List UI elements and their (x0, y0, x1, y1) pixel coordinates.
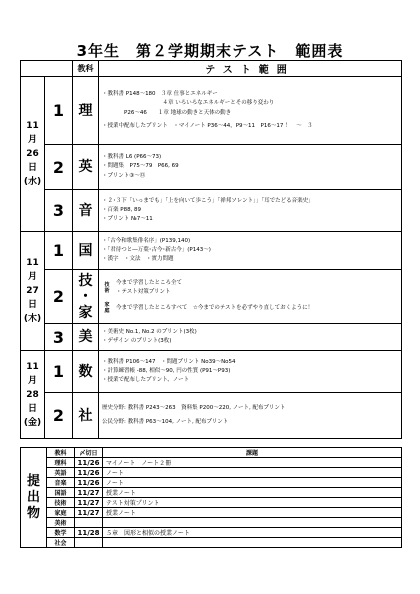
exam-range-table (20, 60, 402, 439)
exam-row (21, 324, 402, 351)
range-cell (99, 270, 402, 324)
range-cell: ・教科書 P148～180 ３章 仕事とエネルギー ４章 いろいろなエネルギーとその移り変わり P26～46 １章 地球の動きと天体の動き ・授業中配布したプリント ・マイノート P36～44，P9～11 P16～17 ！ ～ ３ (99, 77, 402, 145)
submission-row: 美術 (21, 518, 402, 528)
exam-row (21, 270, 402, 324)
header-range: テスト範囲 (99, 61, 402, 77)
date-cell (21, 351, 45, 439)
exam-row (21, 393, 402, 439)
period-number: 1 (45, 351, 73, 393)
submission-row: 英語 11/26 ノート (21, 468, 402, 478)
period-number: 2 (45, 270, 73, 324)
subject-name: 社 (73, 393, 99, 439)
date-day-num: 27 (26, 286, 39, 296)
date-day-num: 26 (26, 149, 39, 159)
date-month-num: 11 (26, 361, 39, 372)
submission-header-subject: 教科 (47, 448, 75, 458)
date-weekday: (木) (23, 314, 42, 324)
submission-header-date: 〆切日 (75, 448, 103, 458)
range-cell: ・教科書 P106～147 ・問題プリント No39～No54 ・計算練習帳 -88, 相似～90, 円の性質 (P91～P93) ・授業で配布したプリント、ノート (99, 351, 402, 393)
exam-row (21, 190, 402, 232)
subject-name: 技 ・ 家 (73, 270, 99, 324)
submission-row: 国語 11/27 授業ノート (21, 488, 402, 498)
date-day-char: 日 (27, 163, 37, 173)
submission-row: 技術 11/27 テスト対策プリント (21, 498, 402, 508)
range-cell: ・美術史 No.1, No.2 のプリント(3枚) ・デザイン のプリント(3枚) (99, 324, 402, 351)
submission-table (20, 447, 402, 548)
range-cell: ・「古今和歌集俳名序」(P139,140) ・「君待つと―万葉･古今･新古今」(P143～) ・漢字 ・文法 ・實力問題 (99, 232, 402, 270)
home-tag: 家 庭 (104, 302, 110, 315)
exam-row (21, 351, 402, 393)
submission-row: 音楽 11/26 ノート (21, 478, 402, 488)
date-month-num: 11 (26, 121, 39, 131)
submission-side-label: 提 出 物 (21, 448, 47, 548)
date-month-char: 月 (27, 135, 37, 145)
subject-name: 英 (73, 145, 99, 190)
exam-row (21, 77, 402, 145)
range-cell: 歴史分野: 教科書 P243～263 資料集 P200～220, ノート, 配布プリント 公民分野: 教科書 P63～104, ノート, 配布プリント (99, 393, 402, 439)
subject-name: 音 (73, 190, 99, 232)
submission-row: 理科 11/26 マイノート ノート２冊 (21, 458, 402, 468)
date-month-char: 月 (27, 375, 37, 386)
date-weekday: (金) (23, 417, 42, 428)
date-day-num: 28 (26, 389, 39, 400)
date-day-char: 日 (27, 403, 37, 414)
date-month-char: 月 (27, 272, 37, 282)
date-weekday: (水) (23, 177, 42, 187)
subject-name: 国 (73, 232, 99, 270)
subject-name: 数 (73, 351, 99, 393)
period-number: 2 (45, 145, 73, 190)
exam-table-header (21, 61, 402, 77)
period-number: 2 (45, 393, 73, 439)
header-blank (21, 61, 73, 77)
period-number: 1 (45, 77, 73, 145)
period-number: 1 (45, 232, 73, 270)
submission-row: 家庭 11/27 授業ノート (21, 508, 402, 518)
page-title: 3年生 第２学期期末テスト 範囲表 (76, 42, 344, 60)
range-cell: ・２･３下「いっまでも」「上を向いて歩こう」「禅邦ソレント」」「耳でたどる音楽史」 ・百楽 P88, 89 ・プリント №7～11 (99, 190, 402, 232)
tech-tag: 技 術 (104, 282, 110, 294)
period-number: 3 (45, 190, 73, 232)
date-day-char: 日 (27, 300, 37, 310)
submission-header-content: 課題 (103, 448, 402, 458)
range-cell: ・教科書 L6 (P66～73) ・問題集 P75～79 P66, 69 ・プリント③～⑬ (99, 145, 402, 190)
home-section: 家 庭 今まで学習したところすべて ☆今までのテストを必ずやり直しておくように！ (102, 302, 398, 314)
date-month-num: 11 (26, 258, 39, 268)
period-number: 3 (45, 324, 73, 351)
exam-row (21, 145, 402, 190)
submission-row: 社会 (21, 538, 402, 548)
subject-name: 理 (73, 77, 99, 145)
subject-name: 美 (73, 324, 99, 351)
date-cell (21, 232, 45, 351)
header-subject: 教科 (73, 61, 99, 77)
date-cell (21, 77, 45, 232)
submission-row: 数学 11/28 ５章 図形と相似の授業ノート (21, 528, 402, 538)
exam-row (21, 232, 402, 270)
submission-header (21, 448, 402, 458)
tech-section: 技 術 今まで学習したところ全て ・テスト対策プリント (102, 279, 398, 297)
